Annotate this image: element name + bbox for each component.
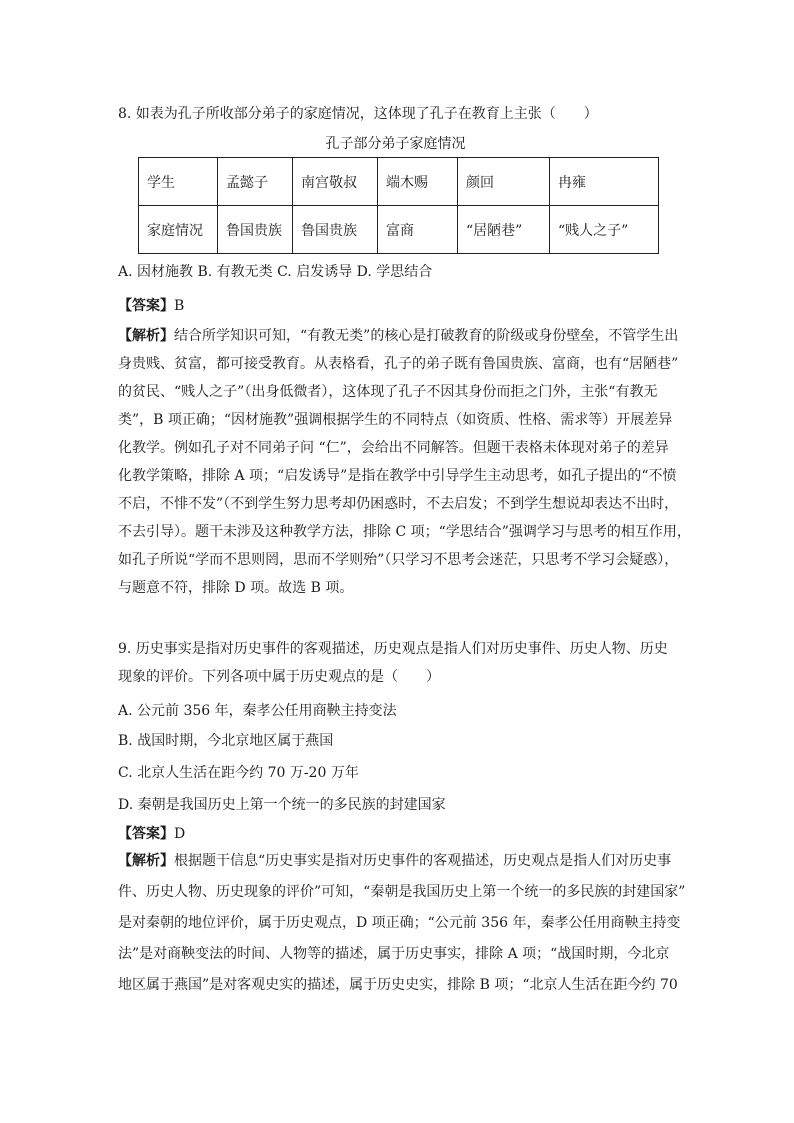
analysis-line: 【解析】结合所学知识可知，“有教无类”的核心是打破教育的阶级或身份壁垒，不管学生出 xyxy=(118,328,679,344)
analysis-line: 不去引导）。题干未涉及这种教学方法，排除 C 项；“学思结合”强调学习与思考的相互作用， xyxy=(118,524,691,540)
table-cell: 端木赐 xyxy=(378,158,458,206)
table-cell: 富商 xyxy=(378,206,458,254)
analysis-label: 【解析】 xyxy=(118,328,174,344)
table-cell: 孟懿子 xyxy=(218,158,293,206)
answer-value: D xyxy=(174,826,186,842)
table-cell: 家庭情况 xyxy=(139,206,218,254)
option-c: C. 北京人生活在距今约 70 万-20 万年 xyxy=(118,765,359,781)
analysis-line: 化教学策略，排除 A 项；“启发诱导”是指在教学中引导学生主动思考，如孔子提出的“不愤 xyxy=(118,468,677,484)
table-cell: 鲁国贵族 xyxy=(293,206,378,254)
question-9-answer xyxy=(118,823,185,843)
question-8-stem: 8. 如表为孔子所收部分弟子的家庭情况，这体现了孔子在教育上主张（ ） xyxy=(118,106,598,122)
table-row xyxy=(139,158,659,206)
table-cell: “贱人之子” xyxy=(550,206,659,254)
analysis-line: 与题意不符，排除 D 项。故选 B 项。 xyxy=(118,580,354,596)
analysis-line: 身贵贱、贫富，都可接受教育。从表格看，孔子的弟子既有鲁国贵族、富商，也有“居陋巷” xyxy=(118,356,679,372)
question-9-analysis xyxy=(118,846,686,1001)
option-b: B. 战国时期，今北京地区属于燕国 xyxy=(118,733,334,749)
family-table xyxy=(138,157,659,254)
analysis-line: 化教学。例如孔子对不同弟子问 “仁”，会给出不同解答。但题干表格未体现对弟子的差异 xyxy=(118,440,669,456)
stem-line: 9. 历史事实是指对历史事件的客观描述，历史观点是指人们对历史事件、历史人物、历史 xyxy=(118,641,668,657)
option-d: D. 秦朝是我国历史上第一个统一的多民族的封建国家 xyxy=(118,797,446,813)
analysis-line: 件、历史人物、历史现象的评价”可知，“秦朝是我国历史上第一个统一的多民族的封建国家” xyxy=(118,884,686,900)
answer-value: B xyxy=(174,298,185,314)
analysis-line: 不启，不悱不发”（不到学生努力思考却仍困惑时，不去启发；不到学生想说却表达不出时， xyxy=(118,496,679,512)
table-row xyxy=(139,206,659,254)
table-cell: 冉雍 xyxy=(550,158,659,206)
analysis-line: 地区属于燕国”是对客观史实的描述，属于历史史实，排除 B 项；“北京人生活在距今约 70 xyxy=(118,977,678,993)
table-cell: 鲁国贵族 xyxy=(218,206,293,254)
answer-label: 【答案】 xyxy=(118,298,174,314)
answer-label: 【答案】 xyxy=(118,826,174,842)
question-8-analysis xyxy=(118,322,691,602)
table-cell: “居陋巷” xyxy=(458,206,550,254)
stem-line: 现象的评价。下列各项中属于历史观点的是（ ） xyxy=(118,669,440,685)
question-8-answer xyxy=(118,296,184,316)
table-cell: 学生 xyxy=(139,158,218,206)
question-9-stem xyxy=(118,635,674,691)
question-8-options: A. 因材施教 B. 有教无类 C. 启发诱导 D. 学思结合 xyxy=(118,264,433,280)
table-cell: 南宫敬叔 xyxy=(293,158,378,206)
analysis-label: 【解析】 xyxy=(118,853,174,869)
table-caption: 孔子部分弟子家庭情况 xyxy=(325,136,466,152)
analysis-line: 是对秦朝的地位评价，属于历史观点，D 项正确；“公元前 356 年，秦孝公任用商鞅主持变 xyxy=(118,915,681,931)
table-cell: 颜回 xyxy=(458,158,550,206)
analysis-line: 【解析】根据题干信息“历史事实是指对历史事件的客观描述，历史观点是指人们对历史事 xyxy=(118,853,672,869)
analysis-line: 法”是对商鞅变法的时间、人物等的描述，属于历史事实，排除 A 项；“战国时期，今北京 xyxy=(118,946,670,962)
option-a: A. 公元前 356 年，秦孝公任用商鞅主持变法 xyxy=(118,703,397,719)
analysis-line: 的贫民、“贱人之子”（出身低微者），这体现了孔子不因其身份而拒之门外，主张“有教无 xyxy=(118,384,658,400)
analysis-line: 如孔子所说“学而不思则罔，思而不学则殆”（只学习不思考会迷茫，只思考不学习会疑惑）， xyxy=(118,552,679,568)
analysis-line: 类”，B 项正确；“因材施教”强调根据学生的不同特点（如资质、性格、需求等）开展差异 xyxy=(118,412,673,428)
